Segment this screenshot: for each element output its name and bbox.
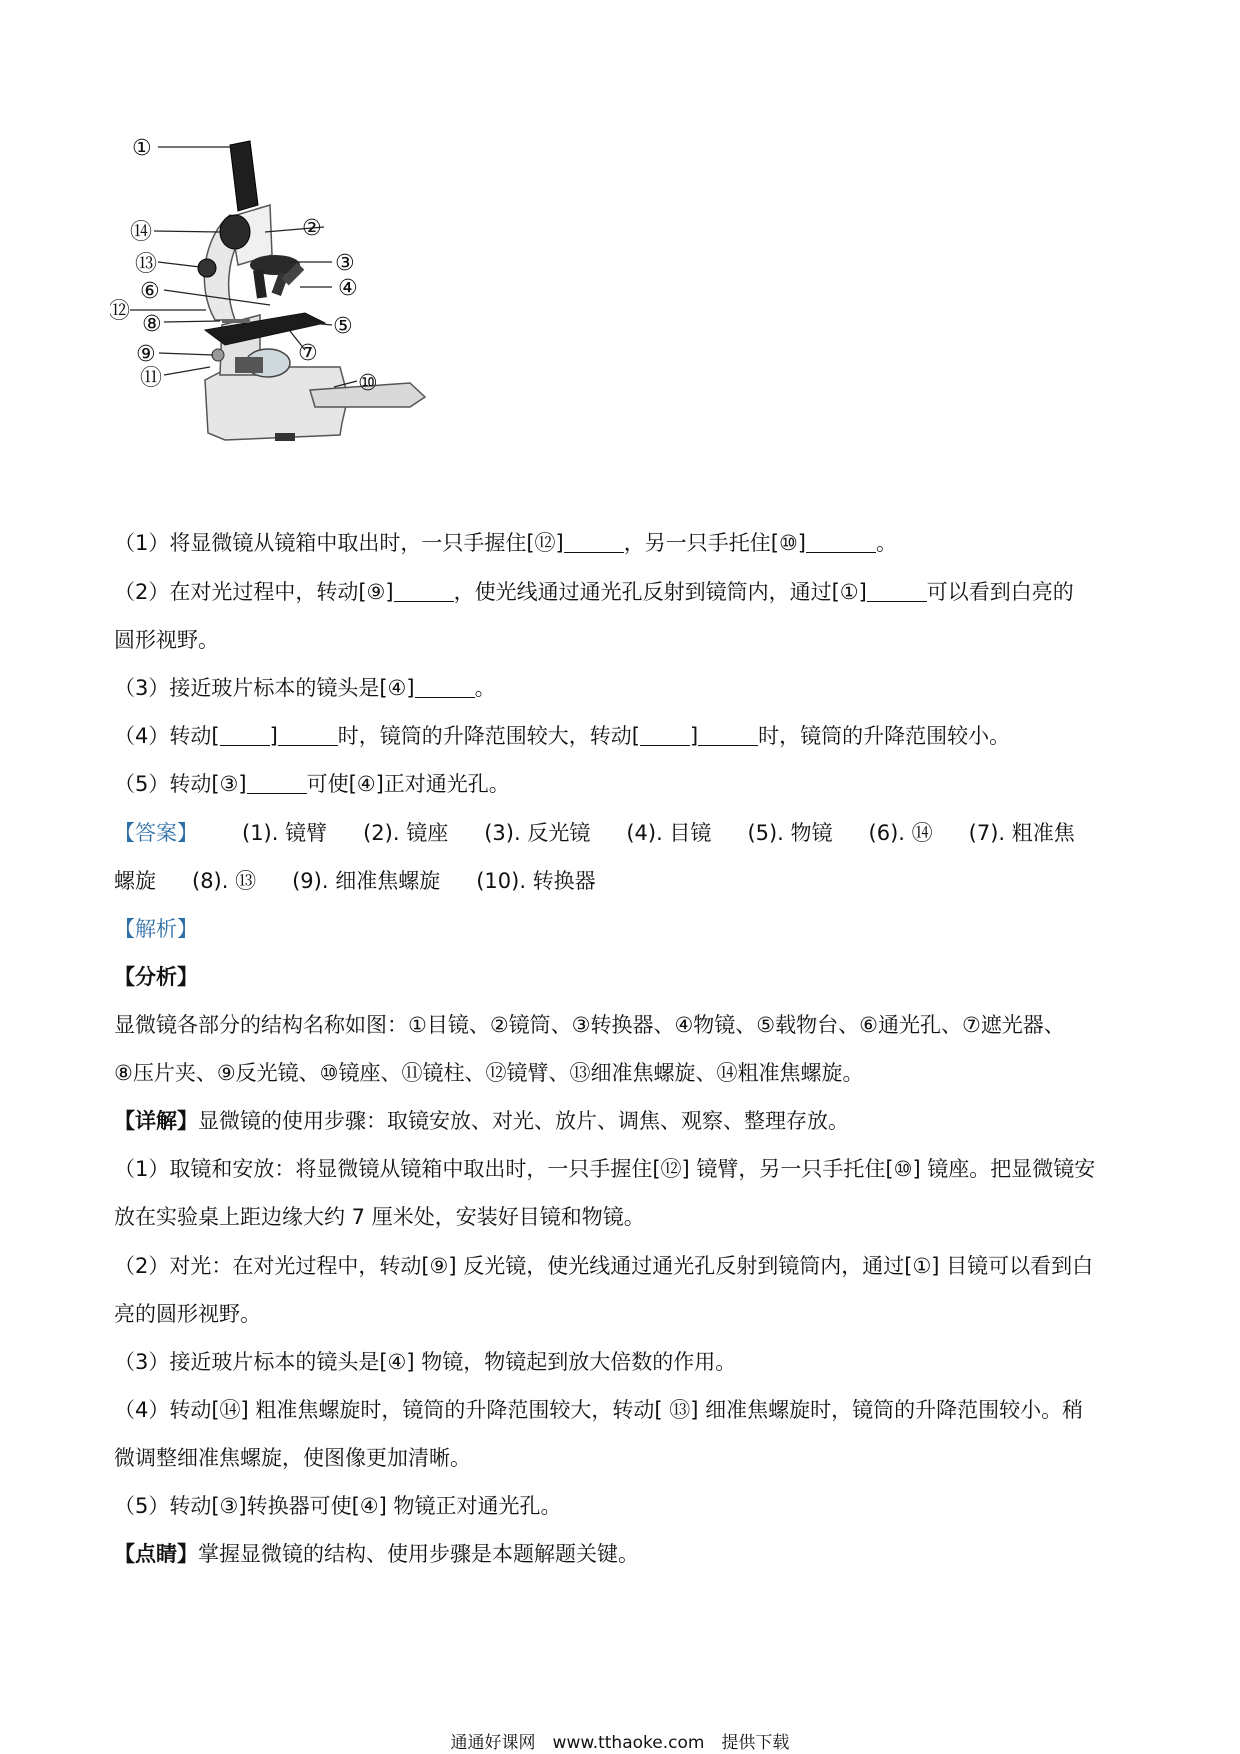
point-line: 【点睛】掌握显微镜的结构、使用步骤是本题解题关键。 <box>114 1542 639 1566</box>
question-2: （2）在对光过程中，转动[⑨] ，使光线通过通光孔反射到镜筒内，通过[①] 可以看到白亮的 <box>114 580 1074 604</box>
answer-blank[interactable] <box>247 773 307 794</box>
answer-blank[interactable] <box>220 725 270 746</box>
label-13: ⑬ <box>135 252 158 277</box>
answer-tag: 【答案】 <box>114 821 198 845</box>
label-5: ⑤ <box>333 314 353 339</box>
detail-line-5: （3）接近玻片标本的镜头是[④] 物镜，物镜起到放大倍数的作用。 <box>114 1350 737 1374</box>
label-1: ① <box>132 136 152 161</box>
footer: 通通好课网 www.tthaoke.com 提供下载 <box>450 1733 790 1753</box>
label-11: ⑪ <box>140 366 163 391</box>
detail-line-7: 微调整细准焦螺旋，使图像更加清晰。 <box>114 1446 471 1470</box>
label-9: ⑨ <box>136 342 156 367</box>
label-4: ④ <box>338 276 358 301</box>
question-4: （4）转动[ ] 时，镜筒的升降范围较大，转动[ ] 时，镜筒的升降范围较小。 <box>114 724 1011 748</box>
detail-intro: 【详解】显微镜的使用步骤：取镜安放、对光、放片、调焦、观察、整理存放。 <box>114 1109 849 1133</box>
answer-blank[interactable] <box>278 725 338 746</box>
analysis-tag: 【解析】 <box>114 917 198 941</box>
label-14: ⑭ <box>130 220 153 245</box>
detail-line-1: （1）取镜和安放：将显微镜从镜箱中取出时，一只手握住[⑫] 镜臂，另一只手托住[⑩] 镜座。把显微镜安 <box>114 1157 1096 1181</box>
analysis-text-2: ⑧压片夹、⑨反光镜、⑩镜座、⑪镜柱、⑫镜臂、⑬细准焦螺旋、⑭粗准焦螺旋。 <box>114 1061 864 1085</box>
question-1: （1）将显微镜从镜箱中取出时，一只手握住[⑫] ，另一只手托住[⑩] 。 <box>114 531 897 555</box>
detail-line-4: 亮的圆形视野。 <box>114 1302 261 1326</box>
answer-blank[interactable] <box>640 725 690 746</box>
detail-line-3: （2）对光：在对光过程中，转动[⑨] 反光镜，使光线通过通光孔反射到镜筒内，通过[①] 目镜可以看到白 <box>114 1254 1094 1278</box>
detail-line-8: （5）转动[③]转换器可使[④] 物镜正对通光孔。 <box>114 1494 562 1518</box>
answer-blank[interactable] <box>867 581 927 602</box>
label-2: ② <box>302 216 322 241</box>
microscope-diagram <box>110 135 440 495</box>
analysis-text-1: 显微镜各部分的结构名称如图：①目镜、②镜筒、③转换器、④物镜、⑤载物台、⑥通光孔、⑦遮光器、 <box>114 1013 1065 1037</box>
question-2-cont: 圆形视野。 <box>114 628 219 652</box>
label-7: ⑦ <box>298 341 318 366</box>
label-10: ⑩ <box>358 371 378 396</box>
question-5: （5）转动[③] 可使[④]正对通光孔。 <box>114 772 510 796</box>
detail-line-6: （4）转动[⑭] 粗准焦螺旋时，镜筒的升降范围较大，转动[ ⑬] 细准焦螺旋时，镜筒的升降范围较小。稍 <box>114 1398 1084 1422</box>
label-6: ⑥ <box>140 279 160 304</box>
answer-blank[interactable] <box>806 532 876 553</box>
answer-blank[interactable] <box>394 581 454 602</box>
label-8: ⑧ <box>142 312 162 337</box>
answer-line-cont: 螺旋 (8). ⑬ (9). 细准焦螺旋 (10). 转换器 <box>114 869 596 893</box>
analysis-subtag: 【分析】 <box>114 965 198 989</box>
question-3: （3）接近玻片标本的镜头是[④] 。 <box>114 676 496 700</box>
answer-blank[interactable] <box>564 532 624 553</box>
detail-line-2: 放在实验桌上距边缘大约 7 厘米处，安装好目镜和物镜。 <box>114 1205 645 1229</box>
microscope-figure <box>110 135 440 495</box>
answer-blank[interactable] <box>415 677 475 698</box>
label-3: ③ <box>335 251 355 276</box>
answer-blank[interactable] <box>698 725 758 746</box>
answer-line: 【答案】 (1). 镜臂 (2). 镜座 (3). 反光镜 (4). 目镜 (5). 物镜 (6). ⑭ (7). 粗准焦 <box>114 821 1075 845</box>
label-12: ⑫ <box>110 299 131 324</box>
